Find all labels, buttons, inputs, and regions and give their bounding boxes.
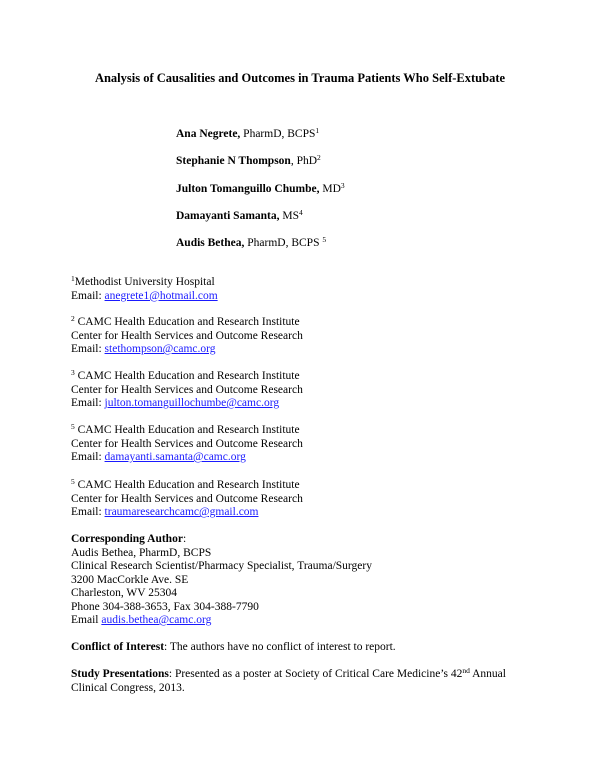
author-name: Ana Negrete, [176, 128, 241, 140]
author-4 [176, 210, 303, 224]
affiliation-5 [71, 479, 303, 520]
affiliation-line: Methodist University Hospital [74, 276, 215, 288]
author-name: Stephanie N Thompson [176, 155, 291, 167]
affiliation-4 [71, 424, 303, 465]
author-1 [176, 128, 319, 142]
presentations-text: : Presented as a poster at Society of Critical Care Medicine’s 42 [168, 668, 463, 680]
affiliation-line: CAMC Health Education and Research Institute [74, 370, 300, 382]
affiliation-line: CAMC Health Education and Research Institute [74, 424, 300, 436]
email-label: Email: [71, 343, 105, 355]
conflict-text: : The authors have no conflict of interest to report. [164, 641, 396, 653]
affiliation-mark: 3 [71, 368, 75, 377]
affiliation-1 [71, 276, 218, 303]
affiliation-line: Center for Health Services and Outcome Research [71, 383, 303, 396]
email-label: Email: [71, 289, 105, 302]
conflict-heading: Conflict of Interest [71, 641, 165, 653]
corresponding-line: Charleston, WV 25304 [71, 587, 177, 599]
email-label: Email: [71, 506, 105, 518]
corresponding-heading: Corresponding Author [71, 533, 183, 545]
corresponding-line: Audis Bethea, PharmD, BCPS [71, 546, 212, 559]
email-link[interactable]: traumaresearchcamc@gmail.com [104, 506, 259, 518]
presentations-line-2: Clinical Congress, 2013. [71, 681, 185, 694]
author-affiliation-mark: 5 [322, 235, 327, 244]
email-link[interactable]: anegrete1@hotmail.com [104, 289, 218, 302]
author-credentials: MS [279, 210, 300, 222]
author-affiliation-mark: 4 [299, 208, 303, 217]
affiliation-line: Center for Health Services and Outcome Research [71, 437, 303, 450]
author-credentials: PharmD, BCPS [244, 237, 323, 249]
affiliation-mark: 5 [71, 477, 75, 486]
author-name: Audis Bethea, [176, 237, 245, 249]
study-presentations [71, 668, 506, 695]
affiliation-2 [71, 316, 303, 357]
affiliation-line: CAMC Health Education and Research Institute [74, 479, 300, 491]
presentations-heading: Study Presentations [71, 668, 169, 680]
author-credentials: MD [319, 183, 341, 195]
corresponding-author [71, 533, 372, 628]
author-credentials: , PhD [290, 155, 318, 167]
affiliation-mark: 1 [71, 274, 75, 283]
email-label: Email [71, 614, 102, 626]
author-2 [176, 155, 321, 169]
affiliation-line: CAMC Health Education and Research Institute [74, 316, 300, 328]
corresponding-line: Phone 304-388-3653, Fax 304-388-7790 [71, 600, 259, 613]
email-link[interactable]: julton.tomanguillochumbe@camc.org [104, 397, 280, 409]
conflict-of-interest [71, 641, 396, 655]
email-label: Email: [71, 451, 105, 463]
author-affiliation-mark: 2 [317, 153, 321, 162]
author-affiliation-mark: 1 [315, 126, 320, 135]
affiliation-mark: 2 [71, 314, 75, 323]
email-link[interactable]: audis.bethea@camc.org [101, 614, 212, 626]
author-affiliation-mark: 3 [340, 181, 345, 190]
corresponding-line: Clinical Research Scientist/Pharmacy Specialist, Trauma/Surgery [71, 560, 372, 572]
paper-title: Analysis of Causalities and Outcomes in Trauma Patients Who Self-Extubate [94, 71, 506, 85]
corresponding-line: 3200 MacCorkle Ave. SE [71, 573, 189, 586]
affiliation-mark: 5 [71, 422, 75, 431]
author-3 [176, 183, 345, 197]
affiliation-line: Center for Health Services and Outcome Research [71, 492, 303, 505]
affiliation-3 [71, 370, 303, 411]
author-name: Damayanti Samanta, [176, 210, 280, 222]
author-credentials: PharmD, BCPS [240, 128, 316, 140]
heading-colon: : [182, 533, 187, 545]
email-link[interactable]: damayanti.samanta@camc.org [104, 451, 246, 463]
email-label: Email: [71, 397, 105, 409]
presentations-text-end: Annual [469, 668, 506, 680]
email-link[interactable]: stethompson@camc.org [104, 343, 216, 355]
affiliation-line: Center for Health Services and Outcome Research [71, 329, 303, 342]
ordinal-suffix: nd [462, 666, 470, 675]
author-5 [176, 237, 326, 251]
author-name: Julton Tomanguillo Chumbe, [176, 183, 320, 195]
